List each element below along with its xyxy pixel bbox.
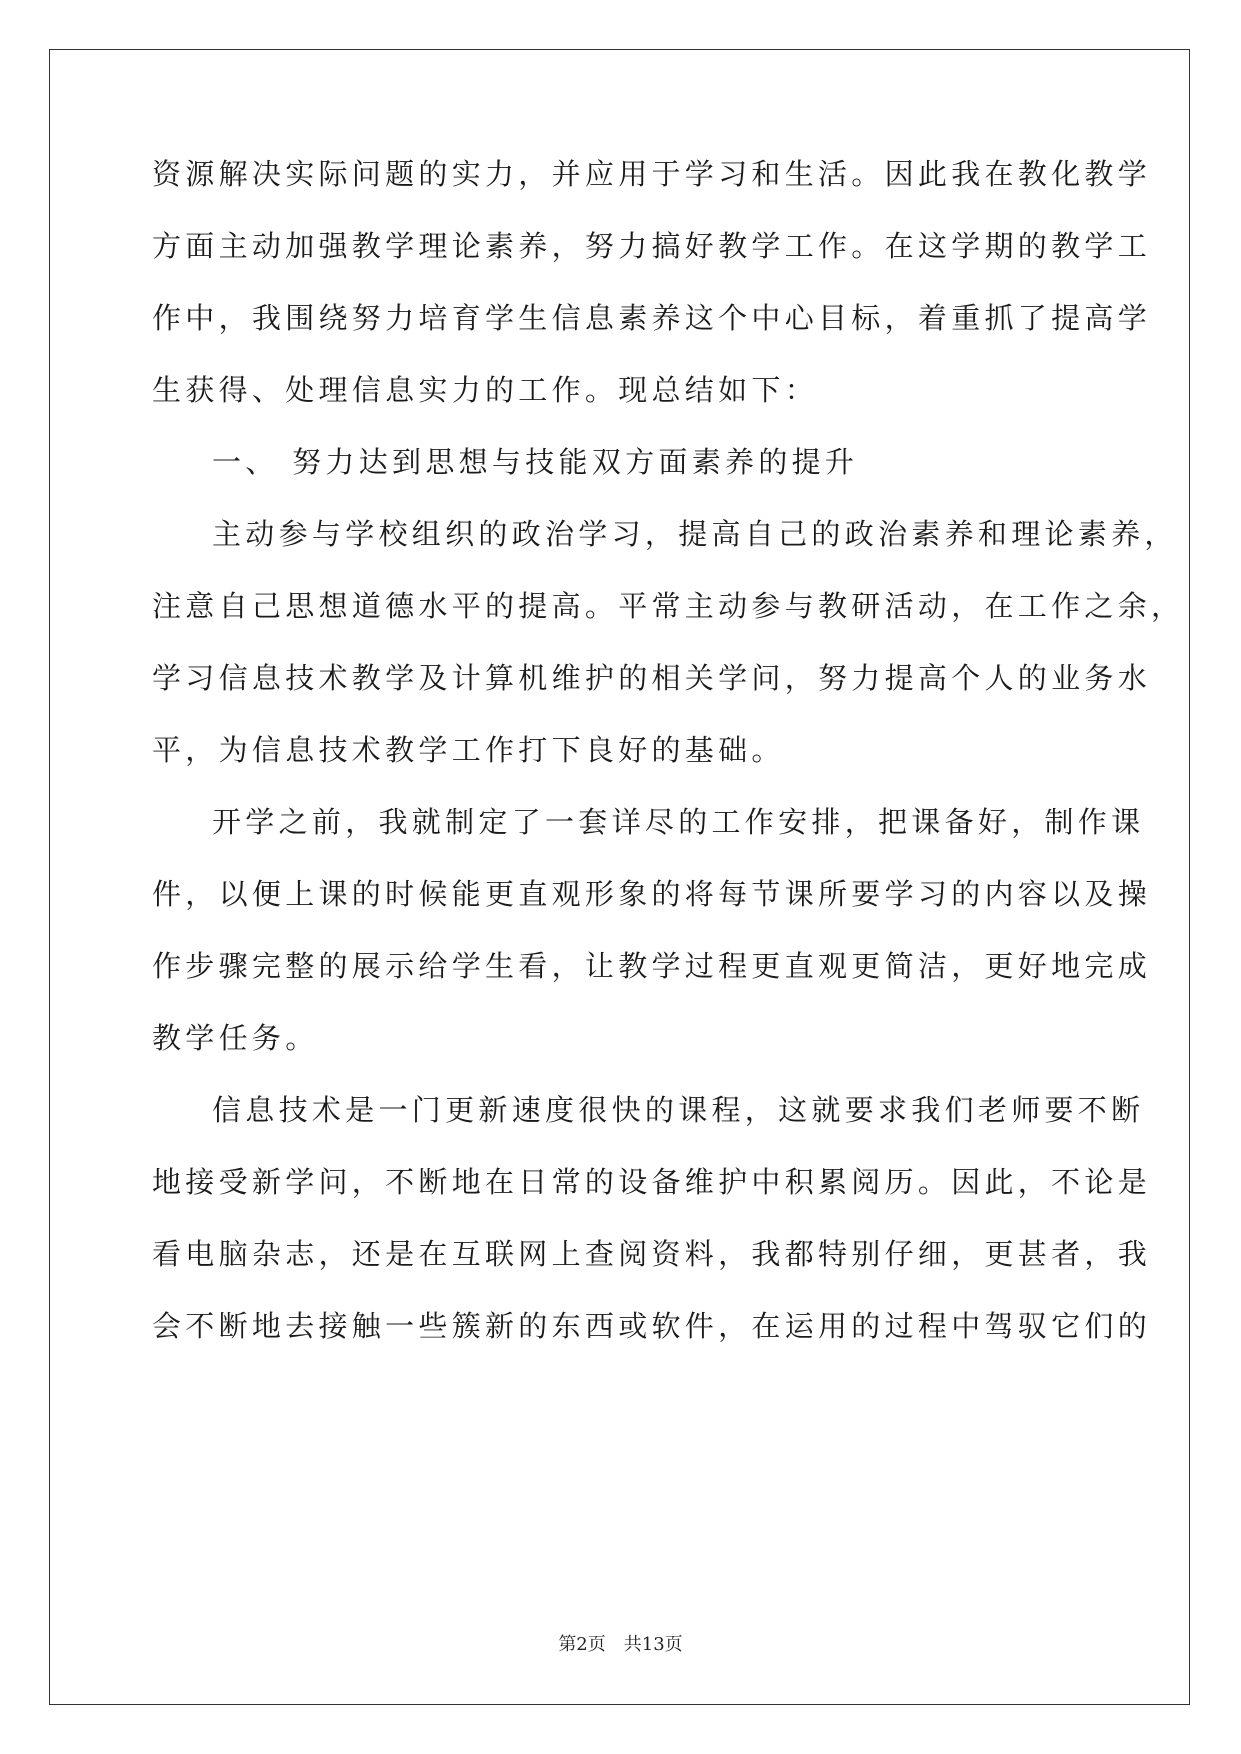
section-heading: 一、 努力达到思想与技能双方面素养的提升 xyxy=(212,445,859,479)
body-line: 生获得、处理信息实力的工作。现总结如下： xyxy=(152,373,819,407)
body-line: 作中，我围绕努力培育学生信息素养这个中心目标，着重抓了提高学 xyxy=(152,301,1152,335)
body-line: 作步骤完整的展示给学生看，让教学过程更直观更简洁，更好地完成 xyxy=(152,949,1152,983)
body-line: 学习信息技术教学及计算机维护的相关学问，努力提高个人的业务水 xyxy=(152,661,1152,695)
page-number-footer: 第2页 共13页 xyxy=(558,1634,683,1655)
body-line: 注意自己思想道德水平的提高。平常主动参与教研活动，在工作之余， xyxy=(152,589,1185,623)
body-line: 平，为信息技术教学工作打下良好的基础。 xyxy=(152,733,785,767)
paragraph-start: 开学之前，我就制定了一套详尽的工作安排，把课备好，制作课 xyxy=(212,805,1145,839)
paragraph-start: 信息技术是一门更新速度很快的课程，这就要求我们老师要不断 xyxy=(212,1093,1145,1127)
body-line: 地接受新学问，不断地在日常的设备维护中积累阅历。因此，不论是 xyxy=(152,1165,1152,1199)
body-line: 看电脑杂志，还是在互联网上查阅资料，我都特别仔细，更甚者，我 xyxy=(152,1237,1152,1271)
body-line: 资源解决实际问题的实力，并应用于学习和生活。因此我在教化教学 xyxy=(152,157,1152,191)
body-line: 教学任务。 xyxy=(152,1021,319,1055)
body-line: 件，以便上课的时候能更直观形象的将每节课所要学习的内容以及操 xyxy=(152,877,1152,911)
body-line: 会不断地去接触一些簇新的东西或软件，在运用的过程中驾驭它们的 xyxy=(152,1309,1152,1343)
paragraph-start: 主动参与学校组织的政治学习，提高自己的政治素养和理论素养， xyxy=(212,517,1178,551)
body-line: 方面主动加强教学理论素养，努力搞好教学工作。在这学期的教学工 xyxy=(152,229,1152,263)
